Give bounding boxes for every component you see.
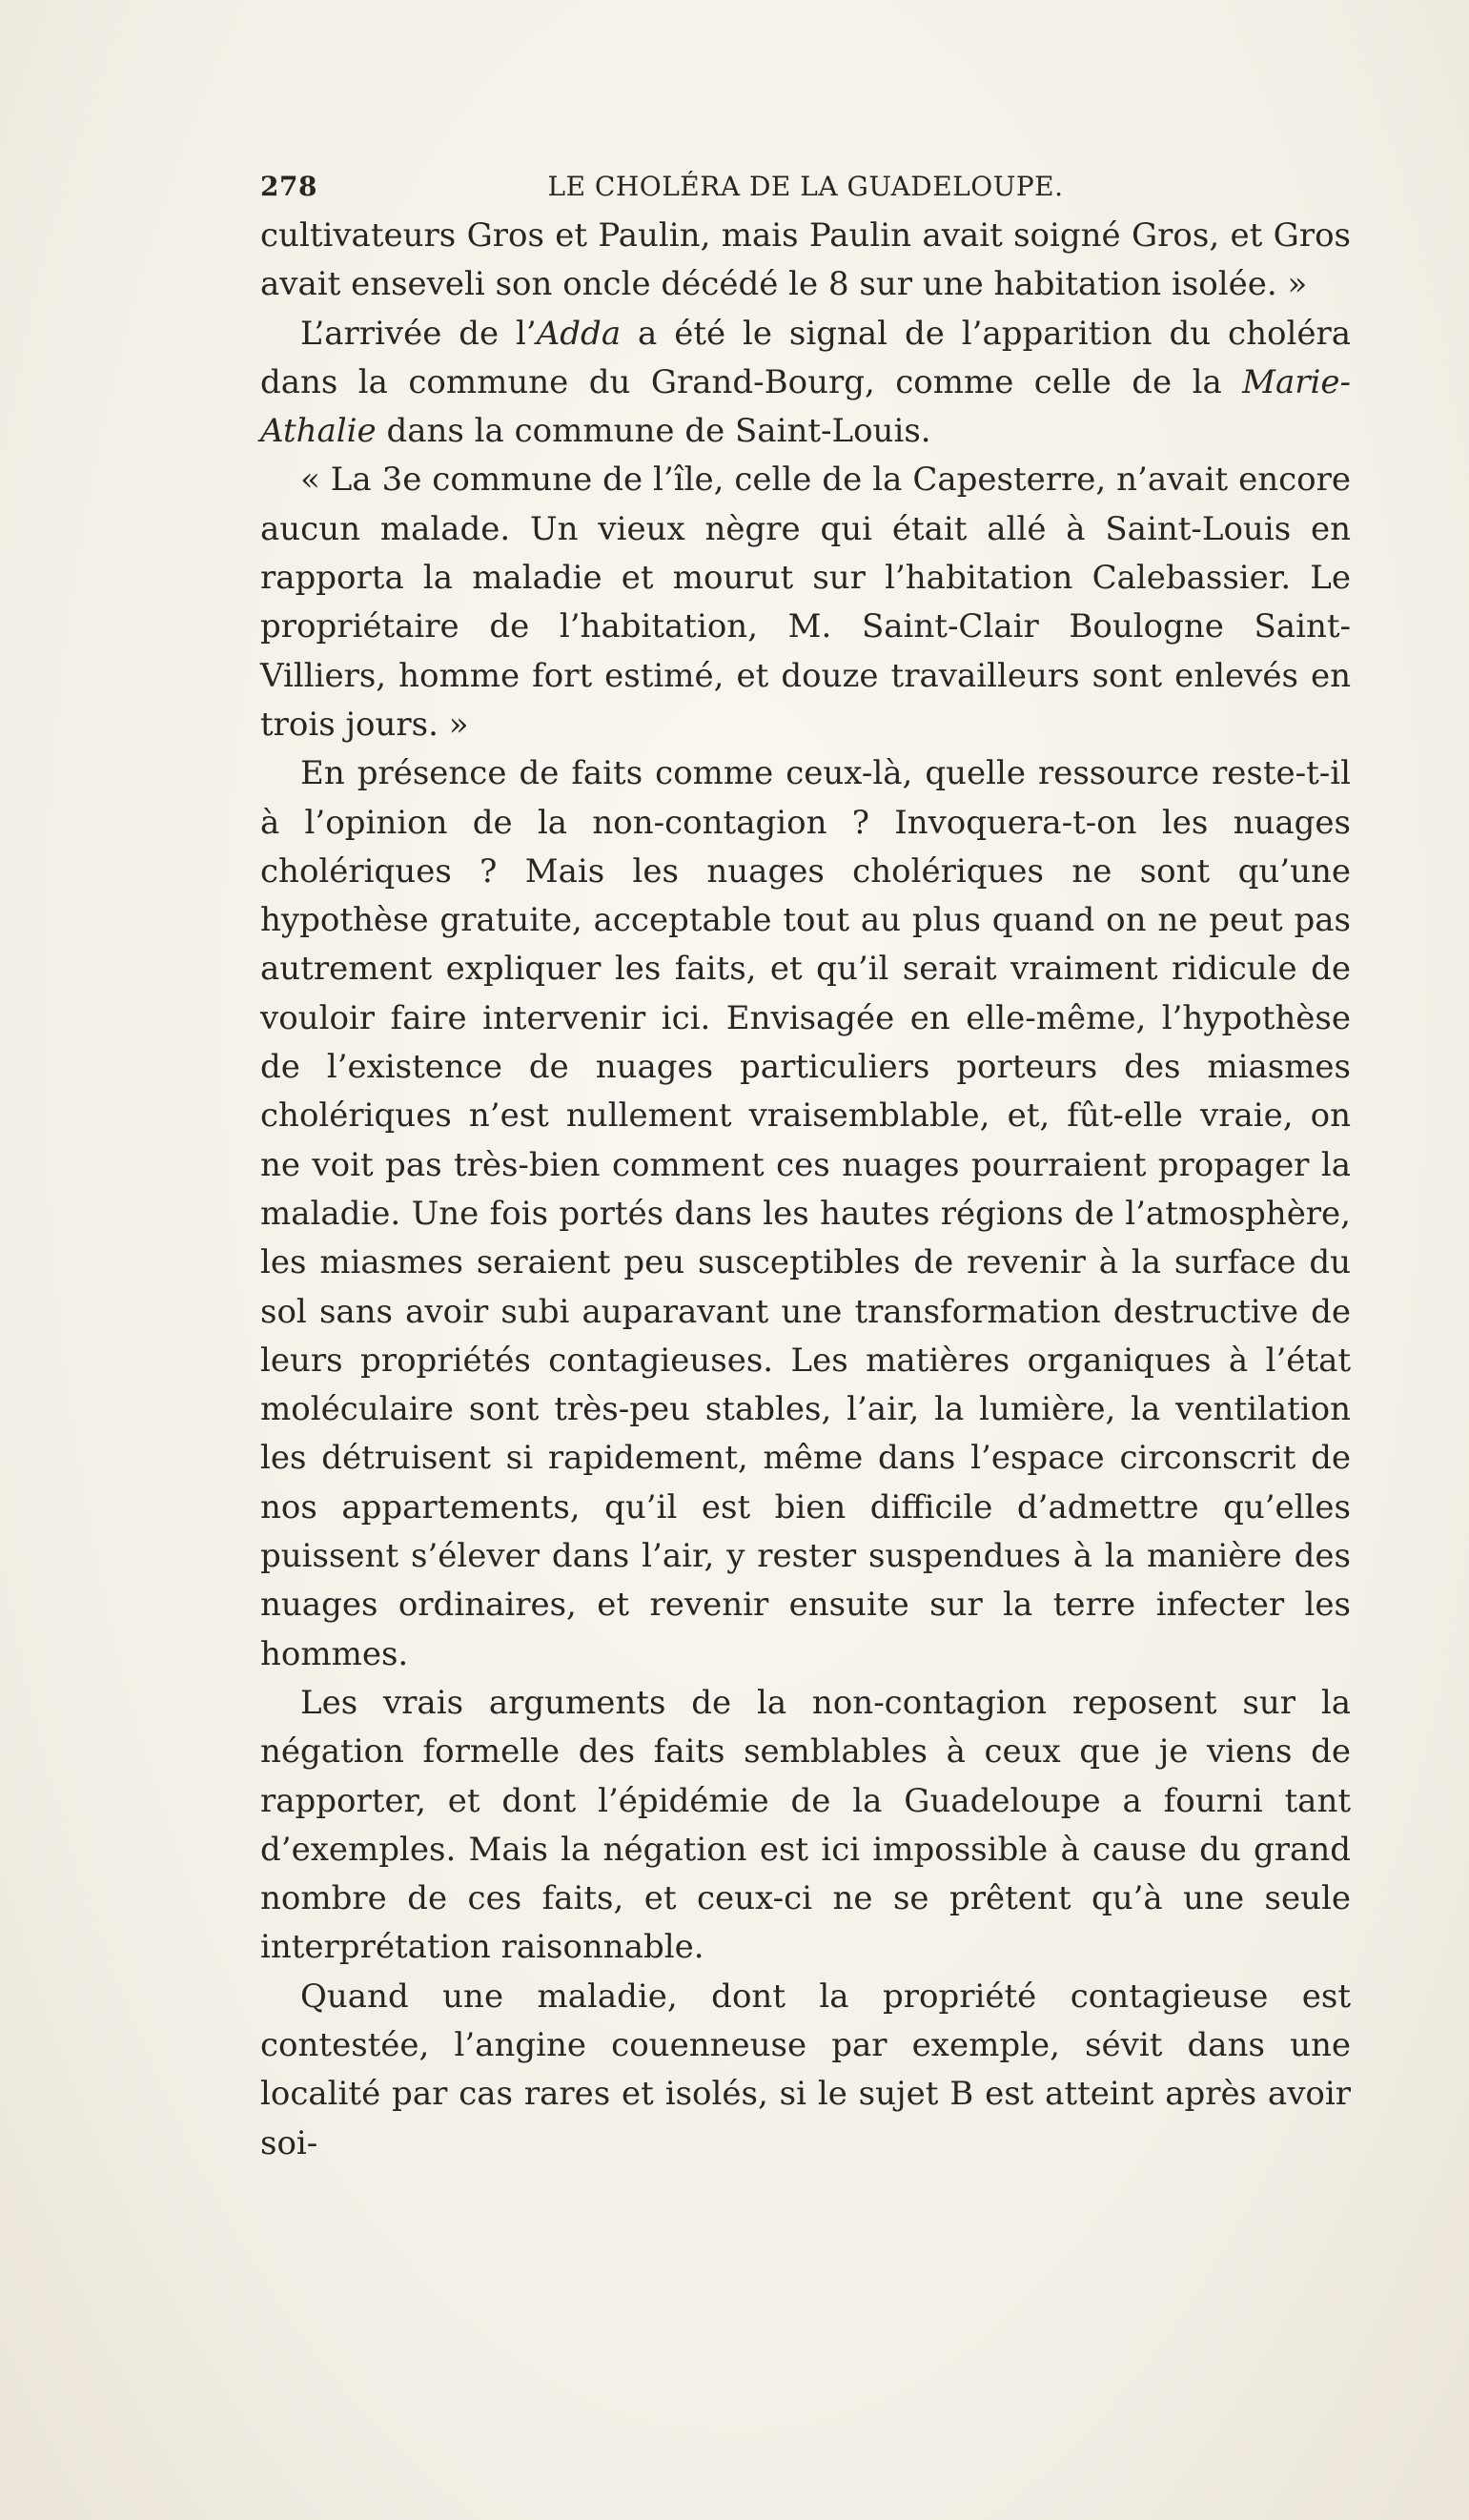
running-title: LE CHOLÉRA DE LA GUADELOUPE. [547,171,1064,202]
paragraph-text: dans la commune de Saint-Louis. [376,412,931,451]
paragraph-non-contagion: Les vrais arguments de la non-contagion reposent sur la négation formelle des faits semblables à ceux que je viens de rapporter, et dont l’épidémie de la Guadeloupe a fourni tant d’exemples. Mais la négation est ici impossible à cause du grand nombre de ces faits, et ceux-ci ne se prêtent qu’à une seule interprétation raisonnable. [260,1683,1351,1967]
ship-name-marie-athalie: Marie-Athalie [260,362,1351,451]
running-head [260,168,1351,206]
body-text [260,212,1351,2168]
paragraph-text: a été le signal de l’apparition du choléra dans la commune du Grand-Bourg, comme celle de la [260,314,1351,401]
paragraph-nuages-choleriques: En présence de faits comme ceux-là, quelle ressource reste-t-il à l’opinion de la non-contagion ? Invoquera-t-on les nuages cholériques ? Mais les nuages cholériques ne sont qu’une hypothèse gratuite, acceptable tout au plus quand on ne peut pas autrement expliquer les faits, et qu’il serait vraiment ridicule de vouloir faire intervenir ici. Envisagée en elle-même, l’hypothèse de l’existence de nuages particuliers porteurs des miasmes cholériques n’est nullement vraisemblable, et, fût-elle vraie, on ne voit pas très-bien comment ces nuages pourraient propager la maladie. Une fois portés dans les hautes régions de l’atmosphère, les miasmes seraient peu susceptibles de revenir à la surface du sol sans avoir subi auparavant une transformation destructive de leurs propriétés contagieuses. Les matières organiques à l’état moléculaire sont très-peu stables, l’air, la lumière, la ventilation les détruisent si rapidement, même dans l’espace circonscrit de nos appartements, qu’il est bien difficile d’admettre qu’elles puissent s’élever dans l’air, y rester suspendues à la manière des nuages ordinaires, et revenir ensuite sur la terre infecter les hommes. [260,754,1351,1673]
text-block [260,168,1351,2168]
page-number: 278 [260,171,317,202]
paragraph-angine-couenneuse: Quand une maladie, dont la propriété contagieuse est contestée, l’angine couenneuse par exemple, sévit dans une localité par cas rares et isolés, si le sujet B est atteint après avoir soi- [260,1977,1351,2162]
ship-name-adda: Adda [536,314,622,353]
paragraph-quote-capesterre: « La 3e commune de l’île, celle de la Capesterre, n’avait encore aucun malade. Un vieux nègre qui était allé à Saint-Louis en rapporta la maladie et mourut sur l’habitation Calebassier. Le propriétaire de l’habitation, M. Saint-Clair Boulogne Saint-Villiers, homme fort estimé, et douze travailleurs sont enlevés en trois jours. » [260,461,1351,744]
paragraph-text: L’arrivée de l’ [300,314,537,353]
paragraph-ships [260,310,1351,457]
paragraph-continuation: cultivateurs Gros et Paulin, mais Paulin avait soigné Gros, et Gros avait enseveli son oncle décédé le 8 sur une habitation isolée. » [260,216,1351,304]
